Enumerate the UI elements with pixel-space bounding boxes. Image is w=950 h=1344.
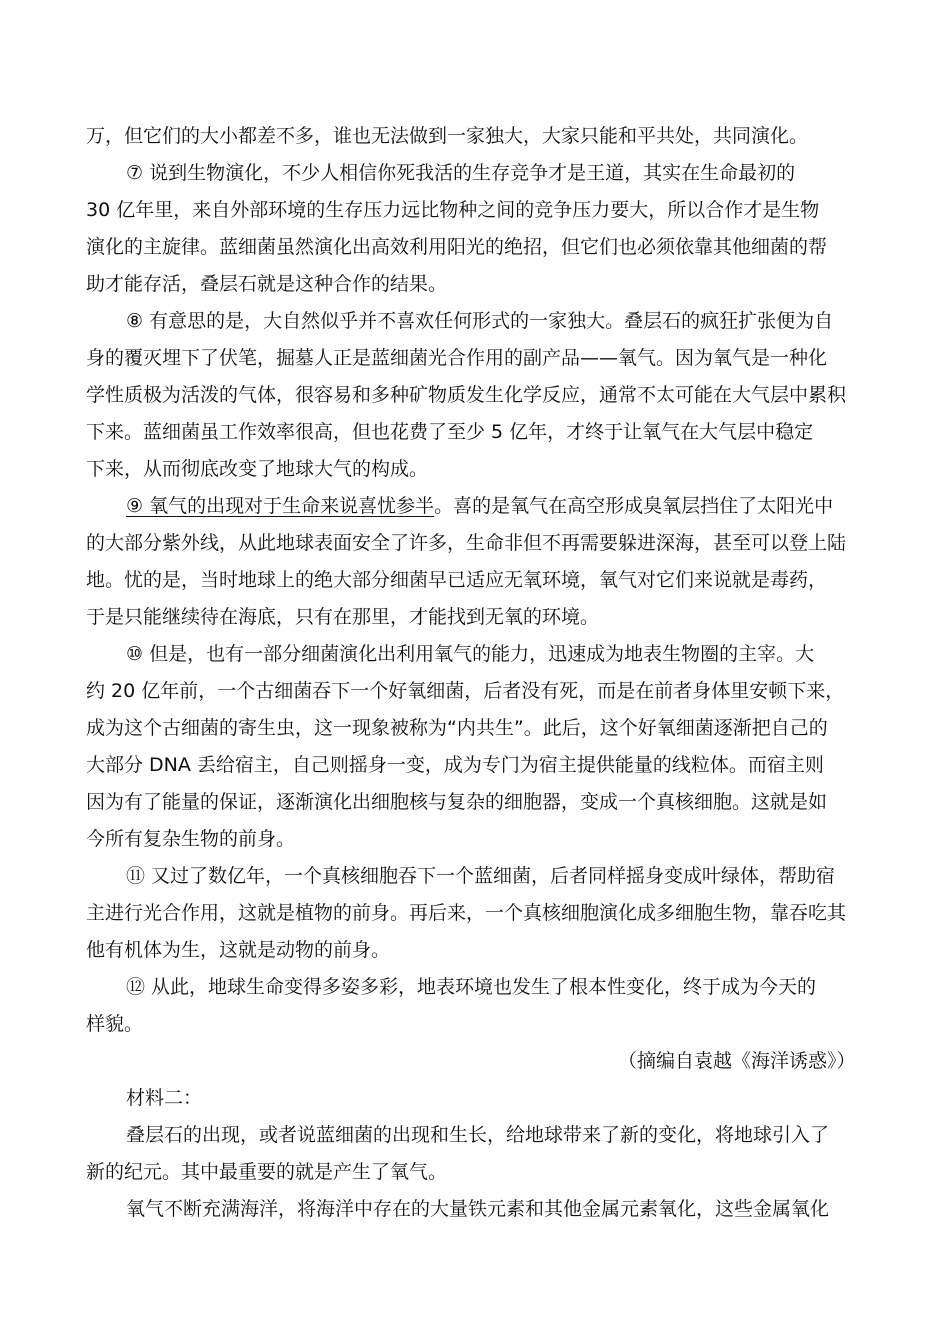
paragraph-11-line: 他有机体为生，这就是动物的前身。 — [86, 939, 391, 961]
material-2-label: 材料二： — [126, 1087, 203, 1109]
paragraph-9-line: 于是只能继续待在海底，只有在那里，才能找到无氧的环境。 — [86, 606, 600, 628]
material-2-paragraph-2-line: 氧气不断充满海洋，将海洋中存在的大量铁元素和其他金属元素氧化，这些金属氧化 — [126, 1198, 830, 1220]
paragraph-9-continuation: 。喜的是氧气在高空形成臭氧层挡住了太阳光中 — [434, 495, 834, 517]
paragraph-11-line: 主进行光合作用，这就是植物的前身。再后来，一个真核细胞演化成多细胞生物，靠吞吃其 — [86, 902, 847, 924]
source-citation: （摘编自袁越《海洋诱惑》） — [618, 1050, 856, 1072]
paragraph-8-line: 学性质极为活泼的气体，很容易和多种矿物质发生化学反应，通常不太可能在大气层中累积 — [86, 384, 847, 406]
paragraph-9-line: 的大部分紫外线，从此地球表面安全了许多，生命非但不再需要躲进深海，甚至可以登上陆 — [86, 532, 847, 554]
paragraph-10-line: ⑩ 但是，也有一部分细菌演化出利用氧气的能力，迅速成为地表生物圈的主宰。大 — [126, 643, 815, 665]
paragraph-8-line: 身的覆灭埋下了伏笔，掘墓人正是蓝细菌光合作用的副产品——氧气。因为氧气是一种化 — [86, 347, 828, 369]
paragraph-12-line: 样貌。 — [86, 1013, 144, 1035]
paragraph-6-tail: 万，但它们的大小都差不多，谁也无法做到一家独大，大家只能和平共处，共同演化。 — [86, 125, 809, 147]
paragraph-9-first-line — [126, 494, 833, 518]
paragraph-10-line: 因为有了能量的保证，逐渐演化出细胞核与复杂的细胞器，变成一个真核细胞。这就是如 — [86, 791, 828, 813]
paragraph-10-line: 今所有复杂生物的前身。 — [86, 828, 296, 850]
paragraph-7-line: 助才能存活，叠层石就是这种合作的结果。 — [86, 273, 448, 295]
paragraph-7-line: 演化的主旋律。蓝细菌虽然演化出高效利用阳光的绝招，但它们也必须依靠其他细菌的帮 — [86, 236, 828, 258]
paragraph-8-line: 下来。蓝细菌虽工作效率很高，但也花费了至少 5 亿年，才终于让氧气在大气层中稳定 — [86, 421, 814, 443]
paragraph-10-line: 成为这个古细菌的寄生虫，这一现象被称为“内共生”。此后，这个好氧细菌逐渐把自己的 — [86, 717, 828, 739]
material-2-paragraph-1-line: 新的纪元。其中最重要的就是产生了氧气。 — [86, 1161, 448, 1183]
material-2-paragraph-1-line: 叠层石的出现，或者说蓝细菌的出现和生长，给地球带来了新的变化，将地球引入了 — [126, 1124, 830, 1146]
underlined-sentence: ⑨ 氧气的出现对于生命来说喜忧参半 — [126, 495, 435, 517]
paragraph-8-line: ⑧ 有意思的是，大自然似乎并不喜欢任何形式的一家独大。叠层石的疯狂扩张便为自 — [126, 310, 834, 332]
paragraph-10-line: 大部分 DNA 丢给宿主，自己则摇身一变，成为专门为宿主提供能量的线粒体。而宿主则 — [86, 754, 824, 776]
paragraph-7-line: ⑦ 说到生物演化，不少人相信你死我活的生存竞争才是王道，其实在生命最初的 — [126, 162, 796, 184]
paragraph-7-line: 30 亿年里，来自外部环境的生存压力远比物种之间的竞争压力要大，所以合作才是生物 — [86, 199, 820, 221]
paragraph-10-line: 约 20 亿年前，一个古细菌吞下一个好氧细菌，后者没有死，而是在前者身体里安顿下来， — [86, 680, 845, 702]
paragraph-12-line: ⑫ 从此，地球生命变得多姿多彩，地表环境也发生了根本性变化，终于成为今天的 — [126, 976, 817, 998]
paragraph-11-line: ⑪ 又过了数亿年，一个真核细胞吞下一个蓝细菌，后者同样摇身变成叶绿体，帮助宿 — [126, 865, 836, 887]
paragraph-9-line: 地。忧的是，当时地球上的绝大部分细菌早已适应无氧环境，氧气对它们来说就是毒药， — [86, 569, 828, 591]
paragraph-8-line: 下来，从而彻底改变了地球大气的构成。 — [86, 458, 429, 480]
